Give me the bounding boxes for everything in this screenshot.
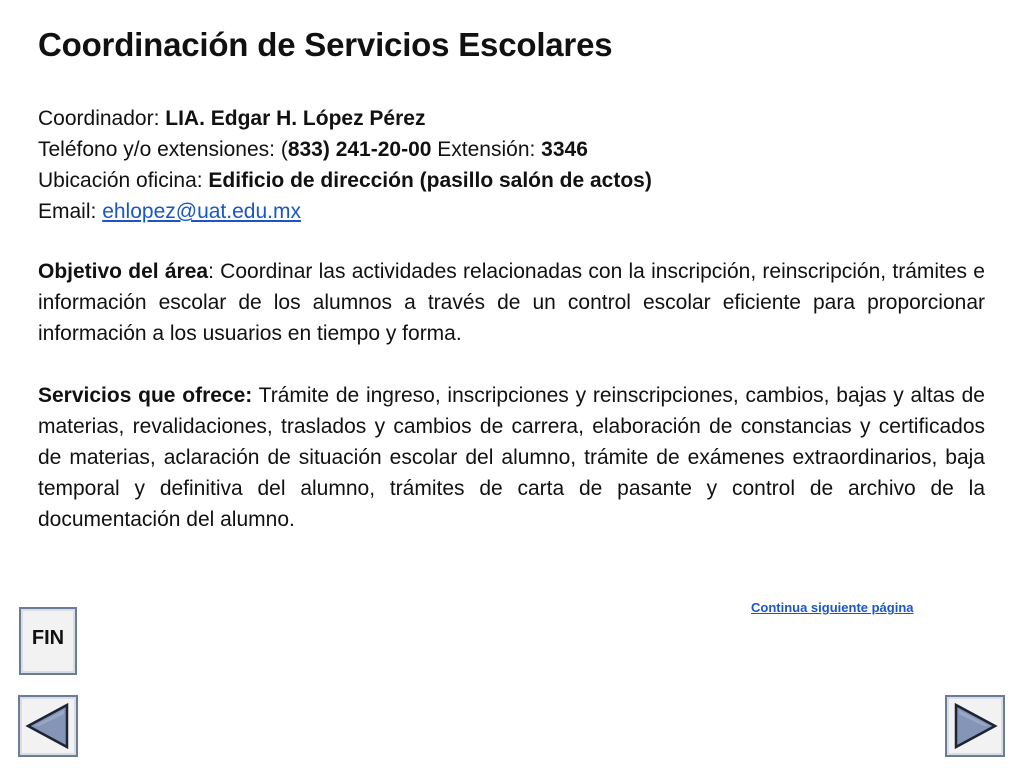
previous-page-button[interactable] [18, 695, 78, 757]
page-title: Coordinación de Servicios Escolares [38, 26, 613, 63]
left-triangle-arrow-icon [24, 701, 72, 751]
email-label: Email: [38, 200, 103, 223]
location-value: Edificio de dirección (pasillo salón de actos) [208, 169, 652, 192]
email-row [38, 196, 988, 227]
contact-info [38, 103, 988, 227]
phone-value: 833) 241-20-00 [287, 138, 432, 161]
right-triangle-arrow-icon [951, 701, 999, 751]
continue-next-page-link[interactable]: Continua siguiente página [751, 600, 914, 615]
services-text: Trámite de ingreso, inscripciones y reinscripciones, cambios, bajas y altas de materias, revalidaciones, traslados y cambios de carrera, elaboración de constancias y certificados de materias, aclaración de situación escolar del alumno, trámite de exámenes extraordinarios, baja temporal y definitiva del alumno, trámites de carta de pasante y control de archivo de la documentación del alumno. [38, 384, 985, 531]
phone-row [38, 134, 988, 165]
objective-paragraph [38, 256, 985, 349]
coordinator-label: Coordinador: [38, 107, 166, 130]
extension-value: 3346 [541, 138, 588, 161]
next-page-button[interactable] [945, 695, 1005, 757]
extension-label: Extensión: [431, 138, 542, 161]
fin-label: FIN [31, 626, 65, 649]
coordinator-row [38, 103, 988, 134]
services-paragraph [38, 380, 985, 535]
objective-label: Objetivo del área [38, 260, 209, 283]
fin-button[interactable] [19, 607, 77, 675]
coordinator-value: LIA. Edgar H. López Pérez [165, 107, 426, 130]
objective-text: : Coordinar las actividades relacionadas con la inscripción, reinscripción, trámites e información escolar de los alumnos a través de un control escolar eficiente para proporcionar información a los usuarios en tiempo y forma. [38, 260, 985, 345]
services-label: Servicios que ofrece: [38, 384, 253, 407]
phone-label: Teléfono y/o extensiones: ( [38, 138, 288, 161]
email-link[interactable]: ehlopez@uat.edu.mx [102, 200, 301, 223]
location-row [38, 165, 988, 196]
location-label: Ubicación oficina: [38, 169, 209, 192]
